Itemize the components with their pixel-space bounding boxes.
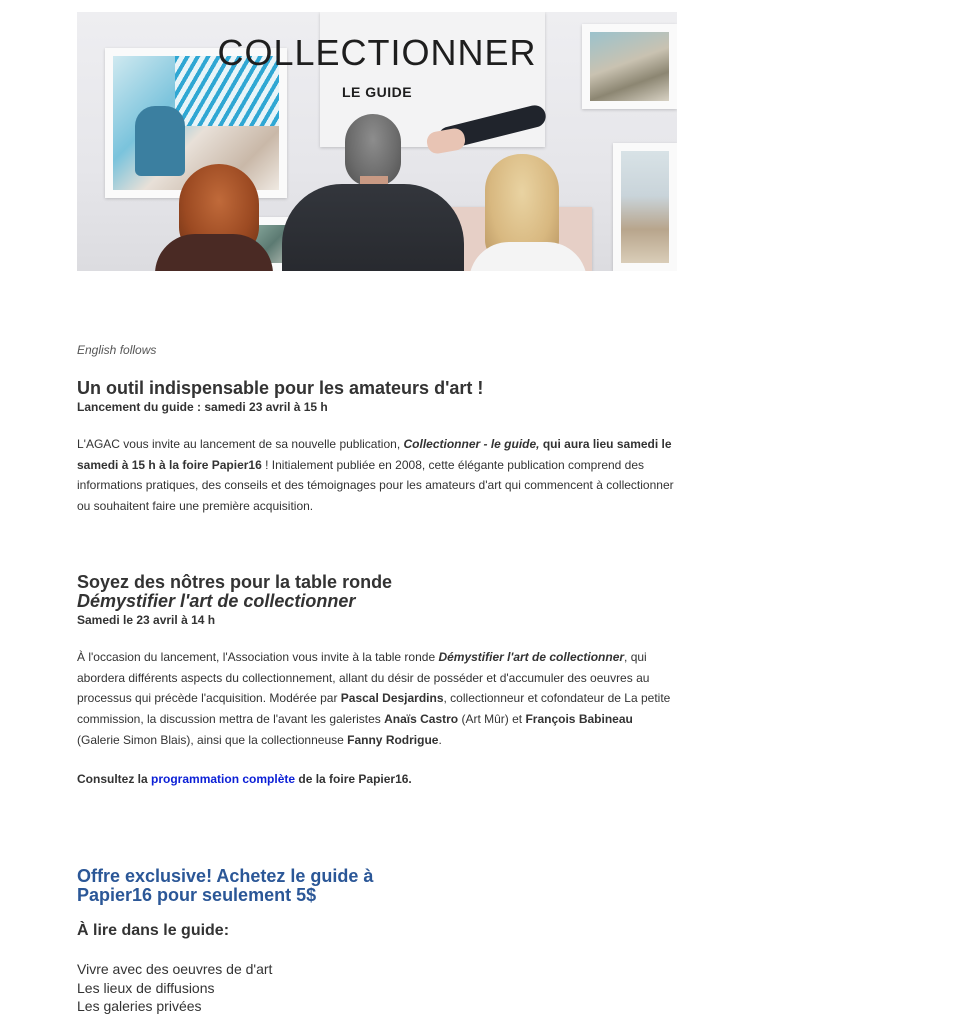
- banner-subtitle: LE GUIDE: [341, 84, 413, 100]
- banner-image: [77, 12, 677, 271]
- text: Consultez la: [77, 772, 152, 786]
- text: (Galerie Simon Blais), ainsi que la collectionneuse: [77, 732, 348, 747]
- intro-heading: Un outil indispensable pour les amateurs d'art !: [77, 378, 484, 398]
- read-heading: À lire dans le guide:: [77, 922, 230, 939]
- list-item: Vivre avec des oeuvres de d'art: [77, 961, 273, 977]
- text: L'AGAC vous invite au lancement de sa nouvelle publication,: [77, 437, 404, 451]
- consult-line: [77, 772, 412, 786]
- artwork-frame: [613, 143, 677, 271]
- roundtable-heading-line2: Démystifier l'art de collectionner: [77, 591, 356, 611]
- panelist-name: François Babineau: [525, 712, 633, 727]
- launch-date: Lancement du guide : samedi 23 avril à 15 h: [77, 400, 328, 414]
- text: À l'occasion du lancement, l'Association vous invite à la table ronde: [77, 650, 439, 664]
- moderator-name: Pascal Desjardins: [340, 691, 444, 706]
- text: (Art Mûr) et: [458, 712, 526, 727]
- panelist-name: Anaïs Castro: [384, 712, 459, 727]
- roundtable-date: Samedi le 23 avril à 14 h: [77, 613, 216, 627]
- roundtable-title: Démystifier l'art de collectionner: [438, 650, 625, 664]
- text: .: [438, 732, 442, 747]
- roundtable-paragraph: [77, 647, 677, 751]
- text: ! Initialement publiée en 2008, cette élégante publication comprend des informations pratiques, des conseils et des témoignages pour les amateurs d'art qui commencent à collectionner ou souhaitent faire une première acquisition.: [77, 457, 674, 514]
- event-detail: qui aura lieu samedi le samedi à 15 h à la foire Papier16: [77, 437, 672, 472]
- list-item: Les galeries privées: [77, 998, 202, 1014]
- text: , qui abordera différents aspects du collectionnement, allant du désir de posséder et d'accumuler des oeuvres au processus qui précède l'acquisition. Modérée par: [77, 650, 650, 706]
- text: , collectionneur et cofondateur de La petite commission, la discussion mettra de l'avant les galeristes: [77, 691, 671, 727]
- panelist-name: Fanny Rodrigue: [347, 732, 439, 747]
- list-item: Les lieux de diffusions: [77, 979, 215, 996]
- text: de la foire Papier16.: [295, 772, 412, 786]
- roundtable-heading: [77, 573, 392, 611]
- guide-contents-list: [77, 960, 272, 1016]
- english-follows-note: English follows: [77, 343, 157, 357]
- roundtable-heading-line1: Soyez des nôtres pour la table ronde: [77, 572, 393, 592]
- banner-title: COLLECTIONNER: [217, 32, 537, 73]
- program-link[interactable]: programmation complète: [151, 772, 296, 786]
- person-man-body: [282, 184, 464, 271]
- intro-paragraph: [77, 434, 677, 517]
- offer-heading: Offre exclusive! Achetez le guide à Papier16 pour seulement 5$: [77, 866, 374, 905]
- guide-title: Collectionner - le guide,: [403, 437, 540, 451]
